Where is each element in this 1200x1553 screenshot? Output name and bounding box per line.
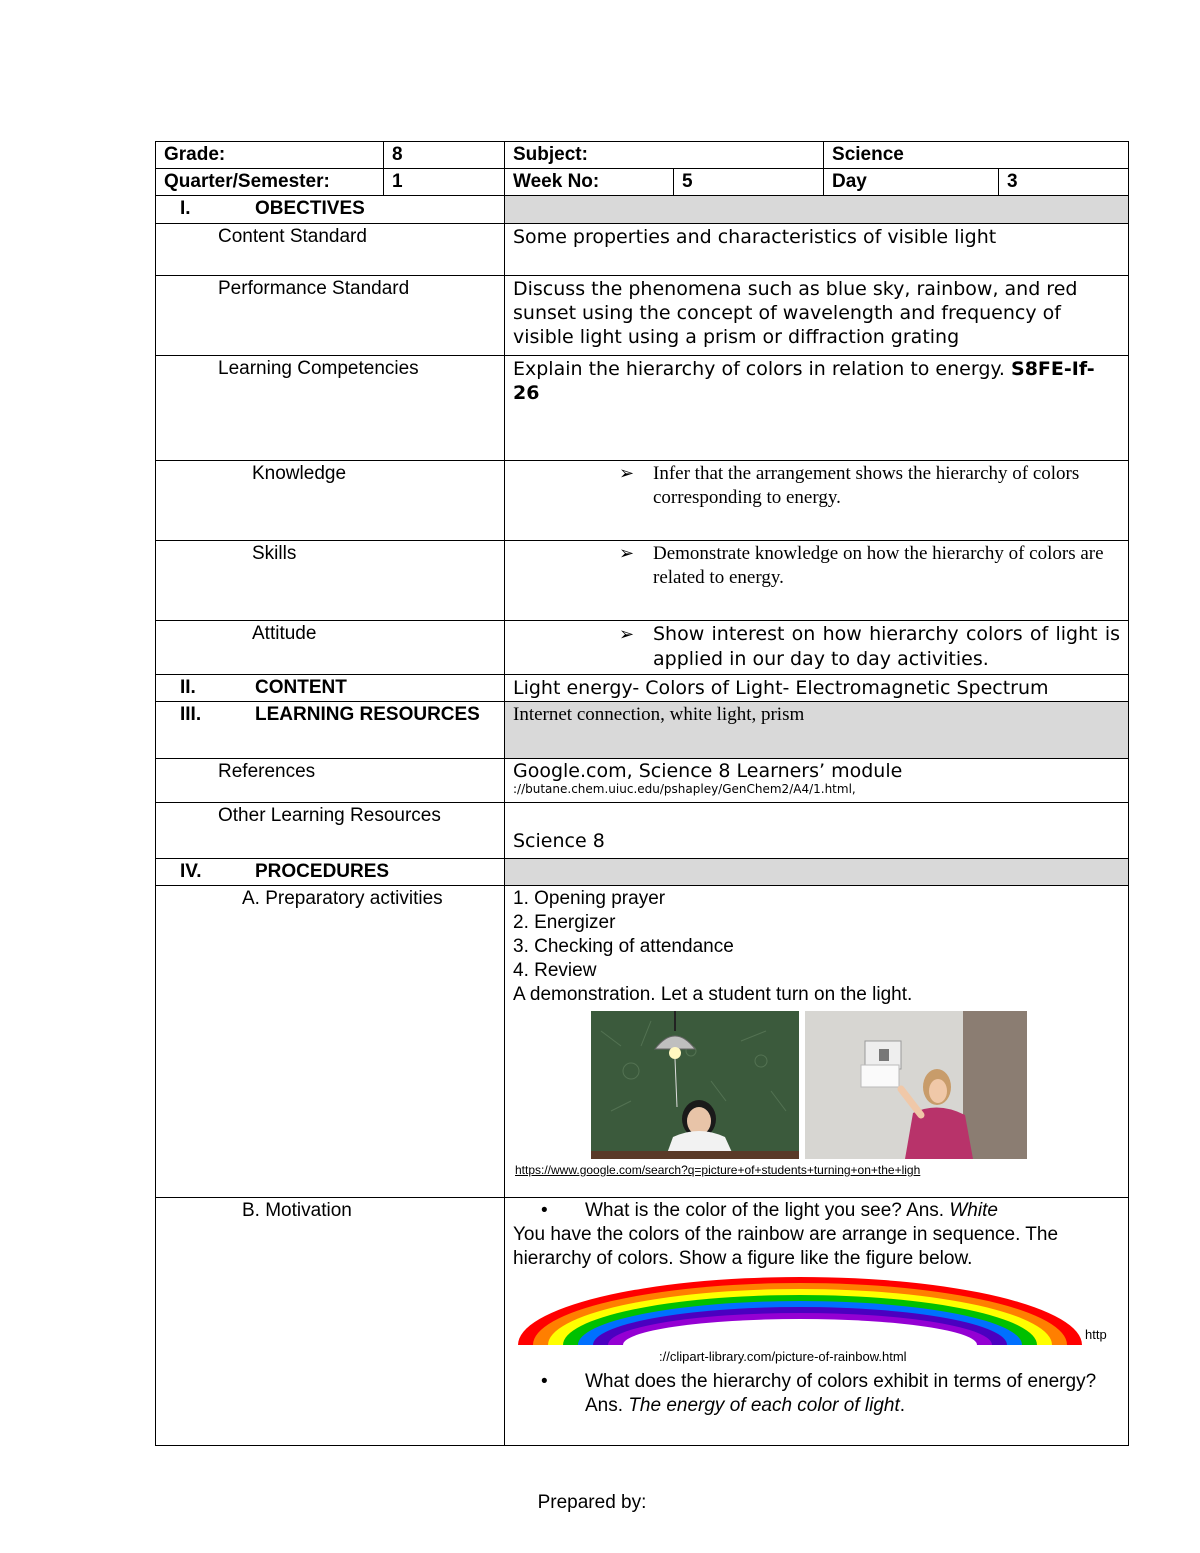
references-cell (505, 759, 1129, 803)
motivation-answer-2-end: . (899, 1395, 906, 1416)
references-value: Google.com, Science 8 Learners’ module (513, 760, 903, 782)
content-standard-label: Content Standard (156, 224, 505, 276)
subject-label: Subject: (505, 142, 824, 169)
objectives-numeral: I. (180, 198, 191, 219)
rainbow-url-start: http (1085, 1327, 1107, 1342)
photo-url[interactable]: https://www.google.com/search?q=picture+of+students+turning+on+the+ligh (515, 1163, 921, 1177)
resources-title: LEARNING RESOURCES (255, 704, 480, 725)
knowledge-cell (505, 461, 1129, 541)
header-row-1 (156, 142, 1129, 169)
preparatory-item: 1. Opening prayer (513, 888, 666, 909)
attitude-value: Show interest on how hierarchy colors of light is applied in our day to day activities. (653, 623, 1121, 670)
resources-heading (156, 702, 505, 759)
procedures-heading (156, 859, 505, 886)
performance-standard-label: Performance Standard (156, 276, 505, 356)
rainbow-figure (513, 1275, 1120, 1364)
preparatory-item: 4. Review (513, 960, 597, 981)
content-standard-value: Some properties and characteristics of visible light (505, 224, 1129, 276)
motivation-label: B. Motivation (156, 1198, 505, 1446)
resources-row (156, 702, 1129, 759)
motivation-answer-1: White (949, 1200, 998, 1221)
grade-label: Grade: (156, 142, 384, 169)
objectives-heading (156, 196, 505, 224)
references-label: References (156, 759, 505, 803)
competencies-label: Learning Competencies (156, 356, 505, 461)
attitude-label: Attitude (156, 621, 505, 675)
procedures-row (156, 859, 1129, 886)
knowledge-label: Knowledge (156, 461, 505, 541)
other-resources-value: Science 8 (505, 803, 1129, 859)
motivation-text: You have the colors of the rainbow are arrange in sequence. The hierarchy of colors. Show a figure like the figure below. (513, 1224, 1059, 1269)
header-row-2 (156, 169, 1129, 196)
prepared-by: Prepared by: (537, 1492, 647, 1513)
preparatory-label: A. Preparatory activities (156, 886, 505, 1198)
competencies-row (156, 356, 1129, 461)
objectives-shaded-cell (505, 196, 1129, 224)
skills-value: Demonstrate knowledge on how the hierarchy of colors are related to energy. (653, 543, 1104, 588)
week-label: Week No: (505, 169, 674, 196)
content-value: Light energy- Colors of Light- Electromagnetic Spectrum (505, 675, 1129, 702)
resources-value: Internet connection, white light, prism (505, 702, 1129, 759)
motivation-question-2: What does the hierarchy of colors exhibit in terms of energy? Ans. (585, 1371, 1097, 1416)
content-numeral: II. (180, 677, 196, 698)
references-row (156, 759, 1129, 803)
skills-cell (505, 541, 1129, 621)
subject-value: Science (824, 142, 1129, 169)
dot-bullet-icon: • (541, 1200, 548, 1221)
rainbow-image (513, 1275, 1088, 1345)
preparatory-row (156, 886, 1129, 1198)
objectives-row (156, 196, 1129, 224)
demonstration-photos (591, 1011, 1120, 1159)
arrow-bullet-icon: ➢ (619, 463, 635, 484)
content-title: CONTENT (255, 677, 347, 698)
lamp-photo (591, 1011, 799, 1159)
dot-bullet-icon: • (541, 1371, 548, 1392)
knowledge-value: Infer that the arrangement shows the hierarchy of colors corresponding to energy. (653, 463, 1080, 508)
knowledge-row (156, 461, 1129, 541)
content-standard-row (156, 224, 1129, 276)
other-resources-label: Other Learning Resources (156, 803, 505, 859)
rainbow-url-end: ://clipart-library.com/picture-of-rainbow.html (659, 1349, 907, 1364)
performance-standard-row (156, 276, 1129, 356)
content-heading (156, 675, 505, 702)
lesson-plan-table (155, 141, 1129, 1446)
competencies-value (505, 356, 1129, 461)
competencies-code: S8FE-If-26 (513, 358, 1095, 404)
skills-row (156, 541, 1129, 621)
competencies-text: Explain the hierarchy of colors in relation to energy. (513, 358, 1005, 380)
performance-standard-value: Discuss the phenomena such as blue sky, rainbow, and red sunset using the concept of wavelength and frequency of visible light using a prism or diffraction grating (505, 276, 1129, 356)
quarter-label: Quarter/Semester: (156, 169, 384, 196)
arrow-bullet-icon: ➢ (619, 543, 635, 564)
motivation-answer-2: The energy of each color of light (628, 1395, 900, 1416)
objectives-title: OBECTIVES (255, 198, 365, 219)
week-value: 5 (674, 169, 824, 196)
procedures-title: PROCEDURES (255, 861, 390, 882)
attitude-cell (505, 621, 1129, 675)
motivation-cell (505, 1198, 1129, 1446)
other-resources-row (156, 803, 1129, 859)
preparatory-item: 2. Energizer (513, 912, 616, 933)
procedures-numeral: IV. (180, 861, 202, 882)
day-value: 3 (999, 169, 1129, 196)
content-row (156, 675, 1129, 702)
motivation-question-1: What is the color of the light you see? Ans. (585, 1200, 945, 1221)
day-label: Day (824, 169, 999, 196)
light-switch-photo (805, 1011, 1027, 1159)
resources-numeral: III. (180, 704, 202, 725)
references-url: ://butane.chem.uiuc.edu/pshapley/GenChem2/A4/1.html, (513, 782, 856, 796)
attitude-row (156, 621, 1129, 675)
grade-value: 8 (384, 142, 505, 169)
quarter-value: 1 (384, 169, 505, 196)
preparatory-item: 3. Checking of attendance (513, 936, 734, 957)
motivation-row (156, 1198, 1129, 1446)
arrow-bullet-icon: ➢ (619, 624, 635, 645)
skills-label: Skills (156, 541, 505, 621)
procedures-shaded-cell (505, 859, 1129, 886)
demonstration-text: A demonstration. Let a student turn on the light. (513, 984, 913, 1005)
preparatory-cell (505, 886, 1129, 1198)
